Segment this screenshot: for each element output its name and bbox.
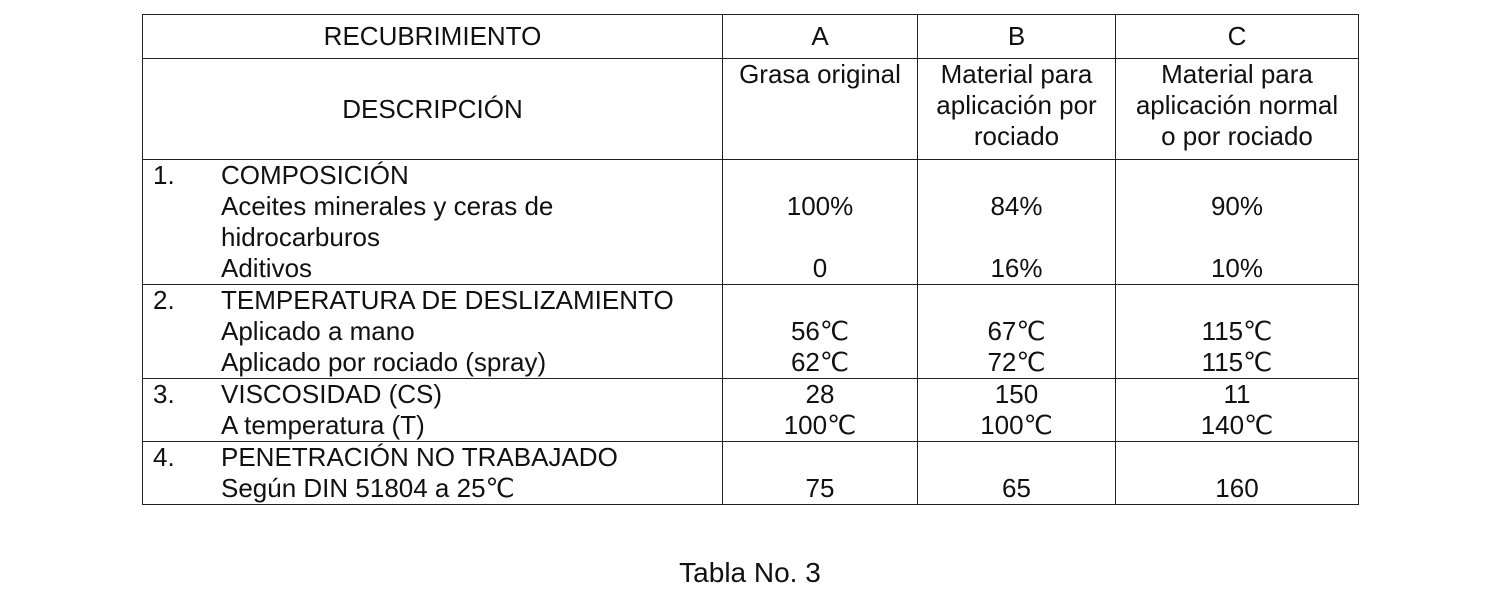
section-title: COMPOSICIÓN bbox=[221, 160, 409, 190]
value-cell-c bbox=[1116, 285, 1359, 379]
section-number: 3. bbox=[153, 379, 175, 409]
value-cell-a bbox=[723, 379, 918, 442]
row-label: Aplicado a mano bbox=[221, 316, 415, 346]
table-value: 100℃ bbox=[783, 410, 857, 440]
header-desc-b bbox=[918, 59, 1116, 160]
table-value: 28 bbox=[805, 379, 835, 409]
header-code-b: B bbox=[918, 15, 1116, 59]
table-caption: Tabla No. 3 bbox=[679, 557, 821, 588]
value-cell-a bbox=[723, 285, 918, 379]
table-value: 67℃ bbox=[987, 316, 1046, 346]
header-row-descriptions bbox=[143, 59, 1359, 160]
row-label: Aplicado por rociado (spray) bbox=[221, 347, 547, 377]
value-cell-b bbox=[918, 379, 1116, 442]
table-value: 62℃ bbox=[790, 347, 850, 377]
header-desc-a-line: Grasa original bbox=[739, 59, 901, 89]
section-number: 4. bbox=[153, 442, 175, 472]
value-cell-b bbox=[918, 285, 1116, 379]
table-value: 72℃ bbox=[987, 347, 1046, 377]
row-label: Aceites minerales y ceras de bbox=[221, 191, 554, 221]
section-temperatura bbox=[143, 285, 1359, 379]
table-value: 0 bbox=[812, 253, 828, 283]
table-value: 100℃ bbox=[980, 410, 1053, 440]
header-descripcion: DESCRIPCIÓN bbox=[342, 93, 523, 124]
table-value: 160 bbox=[1215, 473, 1259, 503]
header-row-codes bbox=[143, 15, 1359, 59]
section-composicion bbox=[143, 160, 1359, 285]
table-value: 75 bbox=[805, 473, 835, 503]
value-cell-a bbox=[723, 442, 918, 505]
header-desc-a bbox=[723, 59, 918, 160]
table-value: 90% bbox=[1210, 191, 1264, 221]
row-label: Aditivos bbox=[221, 253, 313, 283]
section-viscosidad bbox=[143, 379, 1359, 442]
table-value: 65 bbox=[1002, 473, 1031, 503]
header-desc-b-line: aplicación por bbox=[936, 90, 1097, 120]
table-value: 56℃ bbox=[790, 316, 850, 346]
section-title: VISCOSIDAD (CS) bbox=[221, 379, 443, 409]
row-label: A temperatura (T) bbox=[221, 410, 425, 440]
value-cell-a bbox=[723, 160, 918, 285]
section-title: TEMPERATURA DE DESLIZAMIENTO bbox=[221, 285, 674, 315]
value-cell-c bbox=[1116, 379, 1359, 442]
table-value: 84% bbox=[990, 191, 1043, 221]
value-cell-b bbox=[918, 160, 1116, 285]
header-code-a: A bbox=[723, 15, 918, 59]
header-desc-c-line: Material para bbox=[1161, 59, 1313, 89]
section-label-cell bbox=[143, 379, 723, 442]
section-label-cell bbox=[143, 285, 723, 379]
table-value: 115℃ bbox=[1201, 347, 1273, 377]
table-value: 11 bbox=[1223, 379, 1251, 409]
value-cell-c bbox=[1116, 442, 1359, 505]
section-number: 1. bbox=[153, 160, 175, 190]
table-value: 10% bbox=[1210, 253, 1264, 283]
section-label-cell bbox=[143, 442, 723, 505]
row-label: hidrocarburos bbox=[221, 222, 380, 252]
header-desc-c-line: aplicación normal bbox=[1135, 90, 1339, 120]
section-number: 2. bbox=[153, 285, 175, 315]
table-value: 115℃ bbox=[1201, 316, 1273, 346]
table-value: 100% bbox=[786, 191, 854, 221]
section-penetracion bbox=[143, 442, 1359, 505]
value-cell-b bbox=[918, 442, 1116, 505]
table-value: 140℃ bbox=[1200, 410, 1274, 440]
section-title: PENETRACIÓN NO TRABAJADO bbox=[221, 442, 618, 472]
coating-spec-table bbox=[142, 14, 1359, 505]
header-desc-b-line: Material para bbox=[940, 59, 1093, 89]
row-label: Según DIN 51804 a 25℃ bbox=[221, 473, 515, 503]
header-recubrimiento: RECUBRIMIENTO bbox=[143, 15, 723, 59]
header-descripcion-cell bbox=[143, 59, 723, 160]
header-desc-b-line: rociado bbox=[973, 121, 1060, 151]
header-desc-c bbox=[1116, 59, 1359, 160]
table-value: 150 bbox=[994, 379, 1039, 409]
header-desc-c-line: o por rociado bbox=[1161, 121, 1313, 151]
section-label-cell bbox=[143, 160, 723, 285]
header-code-c: C bbox=[1116, 15, 1359, 59]
value-cell-c bbox=[1116, 160, 1359, 285]
table-value: 16% bbox=[990, 253, 1043, 283]
